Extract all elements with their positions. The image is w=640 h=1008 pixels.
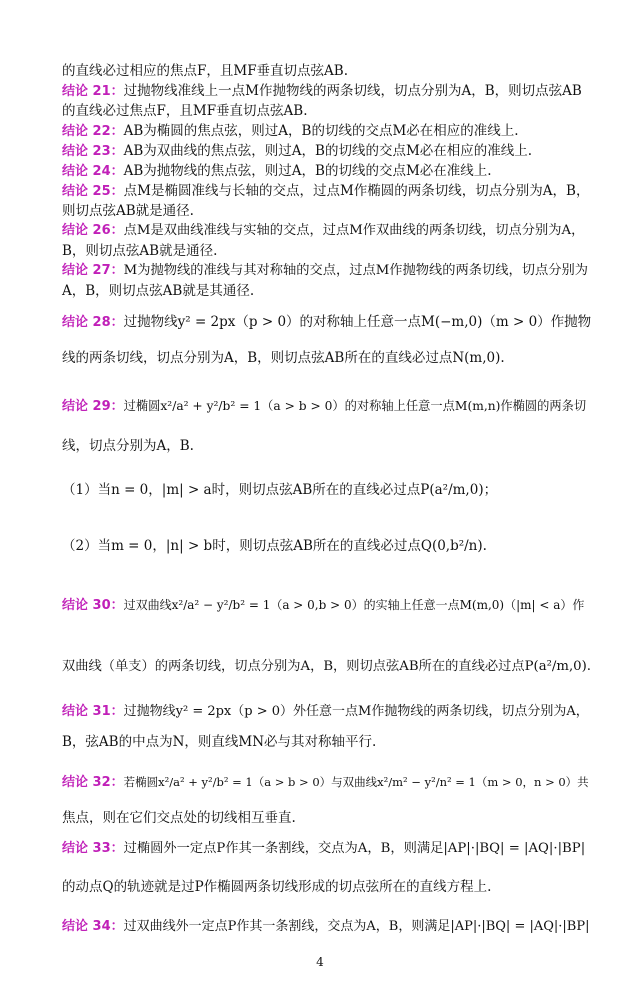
page-number: 4 bbox=[316, 955, 324, 969]
conclusion-29: 结论 29：过椭圆x²/a² + y²/b² = 1（a > b > 0）的对称轴上任意一点M(m,n)作椭圆的两条切 bbox=[62, 399, 587, 414]
conclusion-label: 结论 25： bbox=[62, 184, 124, 199]
conclusion-33: 结论 33：过椭圆外一定点P作其一条割线，交点为A，B，则满足|AP|·|BQ| = |AQ|·|BP| bbox=[62, 841, 586, 856]
conclusion-27: 结论 27：M为抛物线的准线与其对称轴的交点，过点M作抛物线的两条切线，切点分别为 bbox=[62, 263, 589, 278]
text-line: B，则切点弦AB就是通径. bbox=[62, 243, 218, 259]
text-line: 则切点弦AB就是通径. bbox=[62, 203, 194, 219]
case-2-line: （2）当m = 0，|n| > b时，则切点弦AB所在的直线必过点Q(0,b²/n). bbox=[62, 538, 487, 554]
conclusion-24: 结论 24：AB为抛物线的焦点弦，则过A，B的切线的交点M必在准线上. bbox=[62, 163, 492, 179]
conclusion-label: 结论 30： bbox=[62, 598, 124, 613]
conclusion-label: 结论 33： bbox=[62, 841, 124, 856]
text-line: A，B，则切点弦AB就是其通径. bbox=[62, 283, 255, 299]
conclusion-label: 结论 26： bbox=[62, 223, 124, 238]
conclusion-28: 结论 28：过抛物线y² = 2px（p > 0）的对称轴上任意一点M(−m,0)（m > 0）作抛物 bbox=[62, 314, 592, 330]
text-line: 线，切点分别为A，B. bbox=[62, 438, 194, 454]
conclusion-23: 结论 23：AB为双曲线的焦点弦，则过A，B的切线的交点M必在相应的准线上. bbox=[62, 143, 533, 159]
conclusion-22: 结论 22：AB为椭圆的焦点弦，则过A，B的切线的交点M必在相应的准线上. bbox=[62, 123, 519, 139]
conclusion-label: 结论 21： bbox=[62, 84, 124, 99]
text-line: 焦点，则在它们交点处的切线相互垂直. bbox=[62, 810, 296, 826]
conclusion-30: 结论 30：过双曲线x²/a² − y²/b² = 1（a > 0,b > 0）的实轴上任意一点M(m,0)（|m| < a）作 bbox=[62, 598, 585, 613]
text-line: 线的两条切线，切点分别为A，B，则切点弦AB所在的直线必过点N(m,0). bbox=[62, 350, 505, 366]
text-line: 双曲线（单支）的两条切线，切点分别为A，B，则切点弦AB所在的直线必过点P(a²/m,0). bbox=[62, 659, 591, 674]
conclusion-26: 结论 26：点M是双曲线准线与实轴的交点，过点M作双曲线的两条切线，切点分别为A， bbox=[62, 223, 585, 238]
case-1-line: （1）当n = 0，|m| > a时，则切点弦AB所在的直线必过点P(a²/m,0)； bbox=[62, 482, 498, 498]
conclusion-label: 结论 31： bbox=[62, 704, 124, 719]
text-line: B，弦AB的中点为N，则直线MN必与其对称轴平行. bbox=[62, 734, 377, 750]
conclusion-label: 结论 23： bbox=[62, 144, 124, 159]
conclusion-label: 结论 27： bbox=[62, 263, 124, 278]
conclusion-21: 结论 21：过抛物线准线上一点M作抛物线的两条切线，切点分别为A，B，则切点弦AB bbox=[62, 83, 582, 99]
conclusion-label: 结论 22： bbox=[62, 124, 124, 139]
conclusion-label: 结论 28： bbox=[62, 315, 124, 330]
conclusion-label: 结论 32： bbox=[62, 775, 124, 790]
text-line: 的直线必过焦点F，且MF垂直切点弦AB. bbox=[62, 103, 308, 119]
conclusion-label: 结论 29： bbox=[62, 399, 124, 414]
conclusion-31: 结论 31：过抛物线y² = 2px（p > 0）外任意一点M作抛物线的两条切线，切点分别为A， bbox=[62, 704, 589, 719]
conclusion-label: 结论 24： bbox=[62, 164, 124, 179]
text-line: 的动点Q的轨迹就是过P作椭圆两条切线形成的切点弦所在的直线方程上. bbox=[62, 879, 492, 895]
conclusion-label: 结论 34： bbox=[62, 919, 124, 934]
conclusion-25: 结论 25：点M是椭圆准线与长轴的交点，过点M作椭圆的两条切线，切点分别为A，B， bbox=[62, 183, 590, 199]
text-line: 的直线必过相应的焦点F，且MF垂直切点弦AB. bbox=[62, 63, 349, 79]
conclusion-32: 结论 32：若椭圆x²/a² + y²/b² = 1（a > b > 0）与双曲线x²/m² − y²/n² = 1（m > 0，n > 0）共 bbox=[62, 775, 589, 790]
conclusion-34: 结论 34：过双曲线外一定点P作其一条割线，交点为A，B，则满足|AP|·|BQ| = |AQ|·|BP| bbox=[62, 919, 590, 934]
